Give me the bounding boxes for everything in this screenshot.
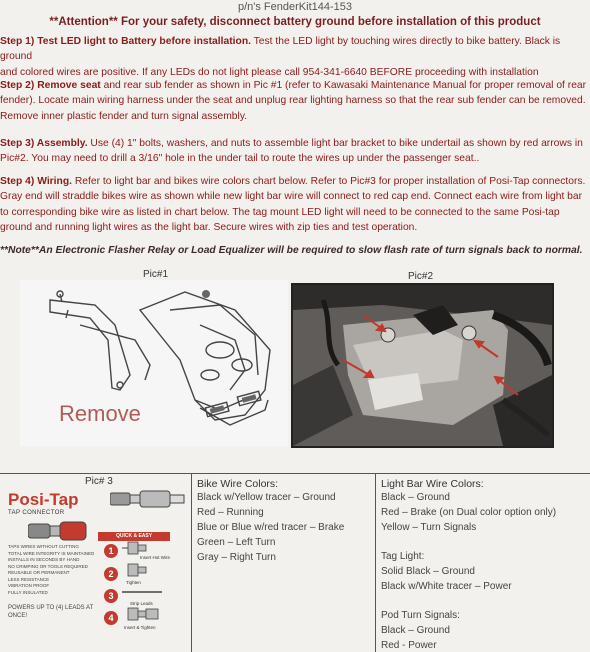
step-2-line: fender). Locate main wiring harness under the seat and unplug rear lighting harness so that the rear sub fender can be removed.: [0, 95, 586, 107]
step-2-line: Remove inner plastic fender and turn signal assembly.: [0, 110, 248, 122]
connector-icon: [28, 518, 88, 544]
step-3-lead: Step 3) Assembly.: [0, 138, 88, 149]
step-2: [0, 78, 588, 124]
light-bar-item: Red – Brake (on Dual color option only): [381, 507, 557, 518]
feature-item: NO CRIMPING OR TOOLS REQUIRED: [8, 563, 88, 569]
step-caption: Tighten: [126, 580, 141, 585]
pod-turn-item: Black – Ground: [381, 625, 450, 636]
quick-easy-banner: QUICK & EASY: [98, 532, 170, 541]
posi-tap-panel: [0, 474, 192, 652]
feature-item: INSTALLS IN SECONDS BY HAND: [8, 557, 80, 562]
pic2-photo: [291, 283, 554, 448]
tag-light-item: Black w/White tracer – Power: [381, 581, 512, 592]
light-bar-title: Light Bar Wire Colors:: [381, 478, 484, 490]
feature-item: VIBRATION PROOF: [8, 583, 50, 588]
step-3: [0, 136, 588, 167]
step-1-line: Test the LED light by touching wires directly to bike battery. Black is ground: [0, 36, 561, 63]
flasher-note: **Note**An Electronic Flasher Relay or Load Equalizer will be required to slow flash rate of turn signals back to normal.: [0, 245, 583, 256]
light-bar-item: Yellow – Turn Signals: [381, 522, 477, 533]
pod-turn-title: Pod Turn Signals:: [381, 610, 460, 621]
pic3-label: Pic# 3: [85, 476, 113, 487]
step-1-lead: Step 1) Test LED light to Battery before installation.: [0, 36, 251, 47]
step-2-lead: Step 2) Remove seat: [0, 80, 101, 91]
feature-item: LESS RESISTANCE: [8, 576, 50, 582]
pod-turn-item: Red - Power: [381, 640, 437, 651]
step-1-line: and colored wires are positive. If any LEDs do not light please call 954-341-6640 BEFORE proceeding with installation: [0, 66, 539, 78]
feature-item: FULLY INSULATED: [8, 589, 48, 595]
bike-wire-colors: [193, 474, 376, 652]
connector-top-icon: [110, 488, 185, 510]
attention-banner: **Attention** For your safety, disconnect battery ground before installation of this product: [49, 16, 541, 28]
step-number: 4: [104, 611, 118, 625]
step-caption: Insert & Tighten: [124, 625, 156, 630]
powers-note: POWERS UP TO (4) LEADS AT ONCE!: [8, 605, 94, 619]
bike-wire-title: Bike Wire Colors:: [197, 478, 279, 490]
bike-wire-item: Green – Left Turn: [197, 537, 276, 548]
bike-wire-item: Blue or Blue w/red tracer – Brake: [197, 522, 345, 533]
step-4-line: ground and running light wires as the light bar. Secure wires with zip ties and test operation.: [0, 221, 418, 233]
light-bar-wire-colors: [377, 474, 590, 652]
light-bar-item: Black – Ground: [381, 492, 450, 503]
step-number: 1: [104, 544, 118, 558]
step-4-line: Refer to light bar and bikes wire colors chart below. Refer to Pic#3 for proper installation of Posi-Tap connectors.: [72, 176, 586, 187]
feature-item: REUSABLE OR PERMANENT: [8, 570, 70, 575]
step-number: 3: [104, 589, 118, 603]
part-number: p/n's FenderKit144-153: [237, 1, 352, 13]
feature-item: TOTAL WIRE INTEGRITY IS MAINTAINED: [8, 550, 95, 556]
bike-wire-item: Red – Running: [197, 507, 264, 518]
step-3-line: Pic#2. You may need to drill a 3/16" hole in the under tail to route the wires up under the passenger seat..: [0, 153, 480, 165]
remove-annotation: Remove: [59, 401, 141, 426]
step-number: 2: [104, 567, 118, 581]
step-1: [0, 34, 588, 80]
step-4-line: Gray end will straddle bikes wire as shown while new light bar wire will connect to red cap end. Connect each wire from light bar: [0, 191, 583, 203]
feature-item: TAPS WIRES WITHOUT CUTTING: [8, 544, 79, 549]
pic2-label: Pic#2: [408, 271, 434, 282]
step-3-line: Use (4) 1" bolts, washers, and nuts to assemble light bar bracket to bike undertail as shown by red arrows in: [87, 138, 583, 149]
step-caption: Insert Hot Wire: [140, 555, 171, 560]
tag-light-item: Solid Black – Ground: [381, 566, 475, 577]
bike-wire-item: Gray – Right Turn: [197, 552, 276, 563]
undertail-photo-illustration: [293, 285, 552, 446]
posi-tap-brand: Posi-Tap: [8, 490, 79, 509]
bike-wire-item: Black w/Yellow tracer – Ground: [197, 492, 336, 503]
step-4: [0, 174, 588, 235]
pic1-label: Pic#1: [143, 269, 169, 280]
posi-tap-features: [8, 544, 98, 596]
posi-tap-subtitle: TAP CONNECTOR: [8, 510, 65, 516]
step-4-line: to corresponding bike wire as listed in chart below. The tag mount LED light will need to be connected to the same Posi-tap: [0, 206, 560, 218]
install-steps-icon: [122, 540, 177, 625]
step-caption: Strip Leads: [130, 601, 153, 606]
step-4-lead: Step 4) Wiring.: [0, 176, 72, 187]
tag-light-title: Tag Light:: [381, 551, 425, 562]
wiring-chart: [0, 473, 590, 652]
step-2-line: and rear sub fender as shown in Pic #1 (refer to Kawasaki Maintenance Manual for proper removal of rear: [100, 80, 587, 91]
